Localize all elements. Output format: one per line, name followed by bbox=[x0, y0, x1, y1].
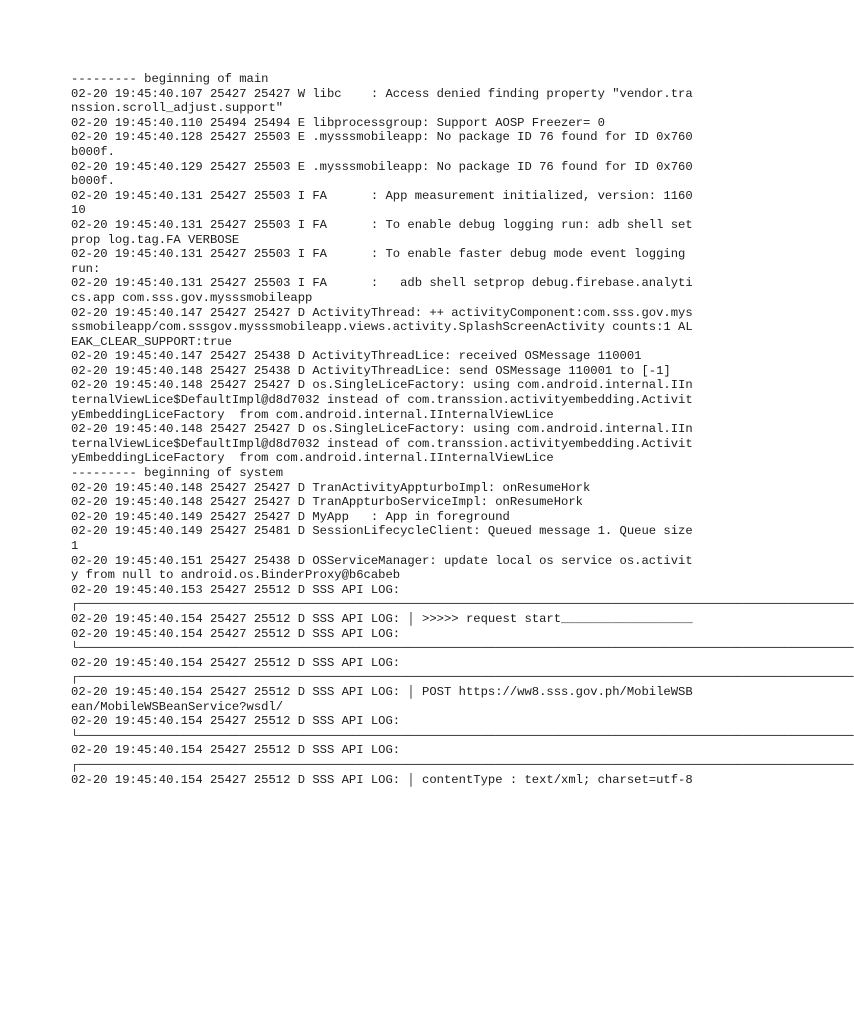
log-line: --------- beginning of system bbox=[71, 466, 284, 481]
log-line: 02-20 19:45:40.147 25427 25438 D ActivityThreadLice: received OSMessage 110001 bbox=[71, 349, 642, 364]
log-line: 02-20 19:45:40.151 25427 25438 D OSServiceManager: update local os service os.activity from null to android.os.BinderProxy@b6cabeb bbox=[71, 553, 693, 583]
log-line: 02-20 19:45:40.154 25427 25512 D SSS API LOG: bbox=[71, 714, 401, 729]
log-line: 02-20 19:45:40.154 25427 25512 D SSS API LOG: bbox=[71, 626, 401, 641]
log-line: 02-20 19:45:40.149 25427 25481 D SessionLifecycleClient: Queued message 1. Queue size 1 bbox=[71, 524, 700, 553]
log-line: 02-20 19:45:40.128 25427 25503 E .mysssmobileapp: No package ID 76 found for ID 0x760b000f. bbox=[71, 130, 693, 159]
log-line: 02-20 19:45:40.131 25427 25503 I FA : App measurement initialized, version: 116010 bbox=[71, 188, 693, 218]
log-line: 02-20 19:45:40.129 25427 25503 E .mysssmobileapp: No package ID 76 found for ID 0x760b000f. bbox=[71, 159, 693, 189]
box-top-rule: ┌────────────────────────────────────────────────────────────────────────────────────────────────────────── bbox=[71, 757, 854, 772]
log-line: --------- beginning of main bbox=[71, 72, 269, 86]
log-line: 02-20 19:45:40.153 25427 25512 D SSS API LOG: bbox=[71, 582, 401, 597]
log-line: 02-20 19:45:40.110 25494 25494 E libprocessgroup: Support AOSP Freezer= 0 bbox=[71, 115, 605, 130]
box-bottom-rule: └────────────────────────────────────────────────────────────────────────────────────────────────────────── bbox=[71, 641, 854, 656]
log-line: 02-20 19:45:40.148 25427 25438 D ActivityThreadLice: send OSMessage 110001 to [-1] bbox=[71, 363, 671, 378]
log-line: 02-20 19:45:40.148 25427 25427 D os.SingleLiceFactory: using com.android.internal.IInternalViewLice$DefaultImpl@d8d7032 instead of com.transsion.activityembedding.ActivityEmbeddingLiceFactory from com.android.internal.IInternalViewLice bbox=[71, 422, 693, 466]
log-line: 02-20 19:45:40.148 25427 25427 D TranActivityAppturboImpl: onResumeHork bbox=[71, 480, 591, 495]
box-top-rule: ┌────────────────────────────────────────────────────────────────────────────────────────────────────────── bbox=[71, 597, 854, 612]
log-line: 02-20 19:45:40.147 25427 25427 D ActivityThread: ++ activityComponent:com.sss.gov.mysssmobileapp/com.sssgov.mysssmobileapp.views.activity.SplashScreenActivity counts:1 ALEAK_CLEAR_SUPPORT:true bbox=[71, 305, 693, 349]
log-line: 02-20 19:45:40.149 25427 25427 D MyApp : App in foreground bbox=[71, 509, 510, 524]
log-line: 02-20 19:45:40.154 25427 25512 D SSS API LOG: │ POST https://ww8.sss.gov.ph/MobileWSBean/MobileWSBeanService?wsdl/ bbox=[71, 684, 693, 714]
log-line: 02-20 19:45:40.107 25427 25427 W libc : Access denied finding property "vendor.transsion.scroll_adjust.support" bbox=[71, 86, 693, 116]
log-line: 02-20 19:45:40.148 25427 25427 D os.SingleLiceFactory: using com.android.internal.IInternalViewLice$DefaultImpl@d8d7032 instead of com.transsion.activityembedding.ActivityEmbeddingLiceFactory from com.android.internal.IInternalViewLice bbox=[71, 378, 693, 422]
log-line: 02-20 19:45:40.148 25427 25427 D TranAppturboServiceImpl: onResumeHork bbox=[71, 495, 583, 510]
log-page bbox=[71, 72, 854, 787]
box-bottom-rule: └────────────────────────────────────────────────────────────────────────────────────────────────────────── bbox=[71, 728, 854, 743]
log-line: 02-20 19:45:40.131 25427 25503 I FA : To enable debug logging run: adb shell setprop log.tag.FA VERBOSE bbox=[71, 217, 693, 247]
log-line: 02-20 19:45:40.131 25427 25503 I FA : To enable faster debug mode event logging run: bbox=[71, 247, 693, 276]
log-line: 02-20 19:45:40.154 25427 25512 D SSS API LOG: bbox=[71, 743, 401, 758]
log-line: 02-20 19:45:40.154 25427 25512 D SSS API LOG: │ >>>>> request start__________________ bbox=[71, 611, 693, 626]
log-line: 02-20 19:45:40.154 25427 25512 D SSS API LOG: │ contentType : text/xml; charset=utf-8 bbox=[71, 772, 693, 787]
box-top-rule: ┌────────────────────────────────────────────────────────────────────────────────────────────────────────── bbox=[71, 670, 854, 685]
log-line: 02-20 19:45:40.131 25427 25503 I FA : adb shell setprop debug.firebase.analytics.app com.sss.gov.mysssmobileapp bbox=[71, 276, 693, 305]
log-line: 02-20 19:45:40.154 25427 25512 D SSS API LOG: bbox=[71, 655, 401, 670]
